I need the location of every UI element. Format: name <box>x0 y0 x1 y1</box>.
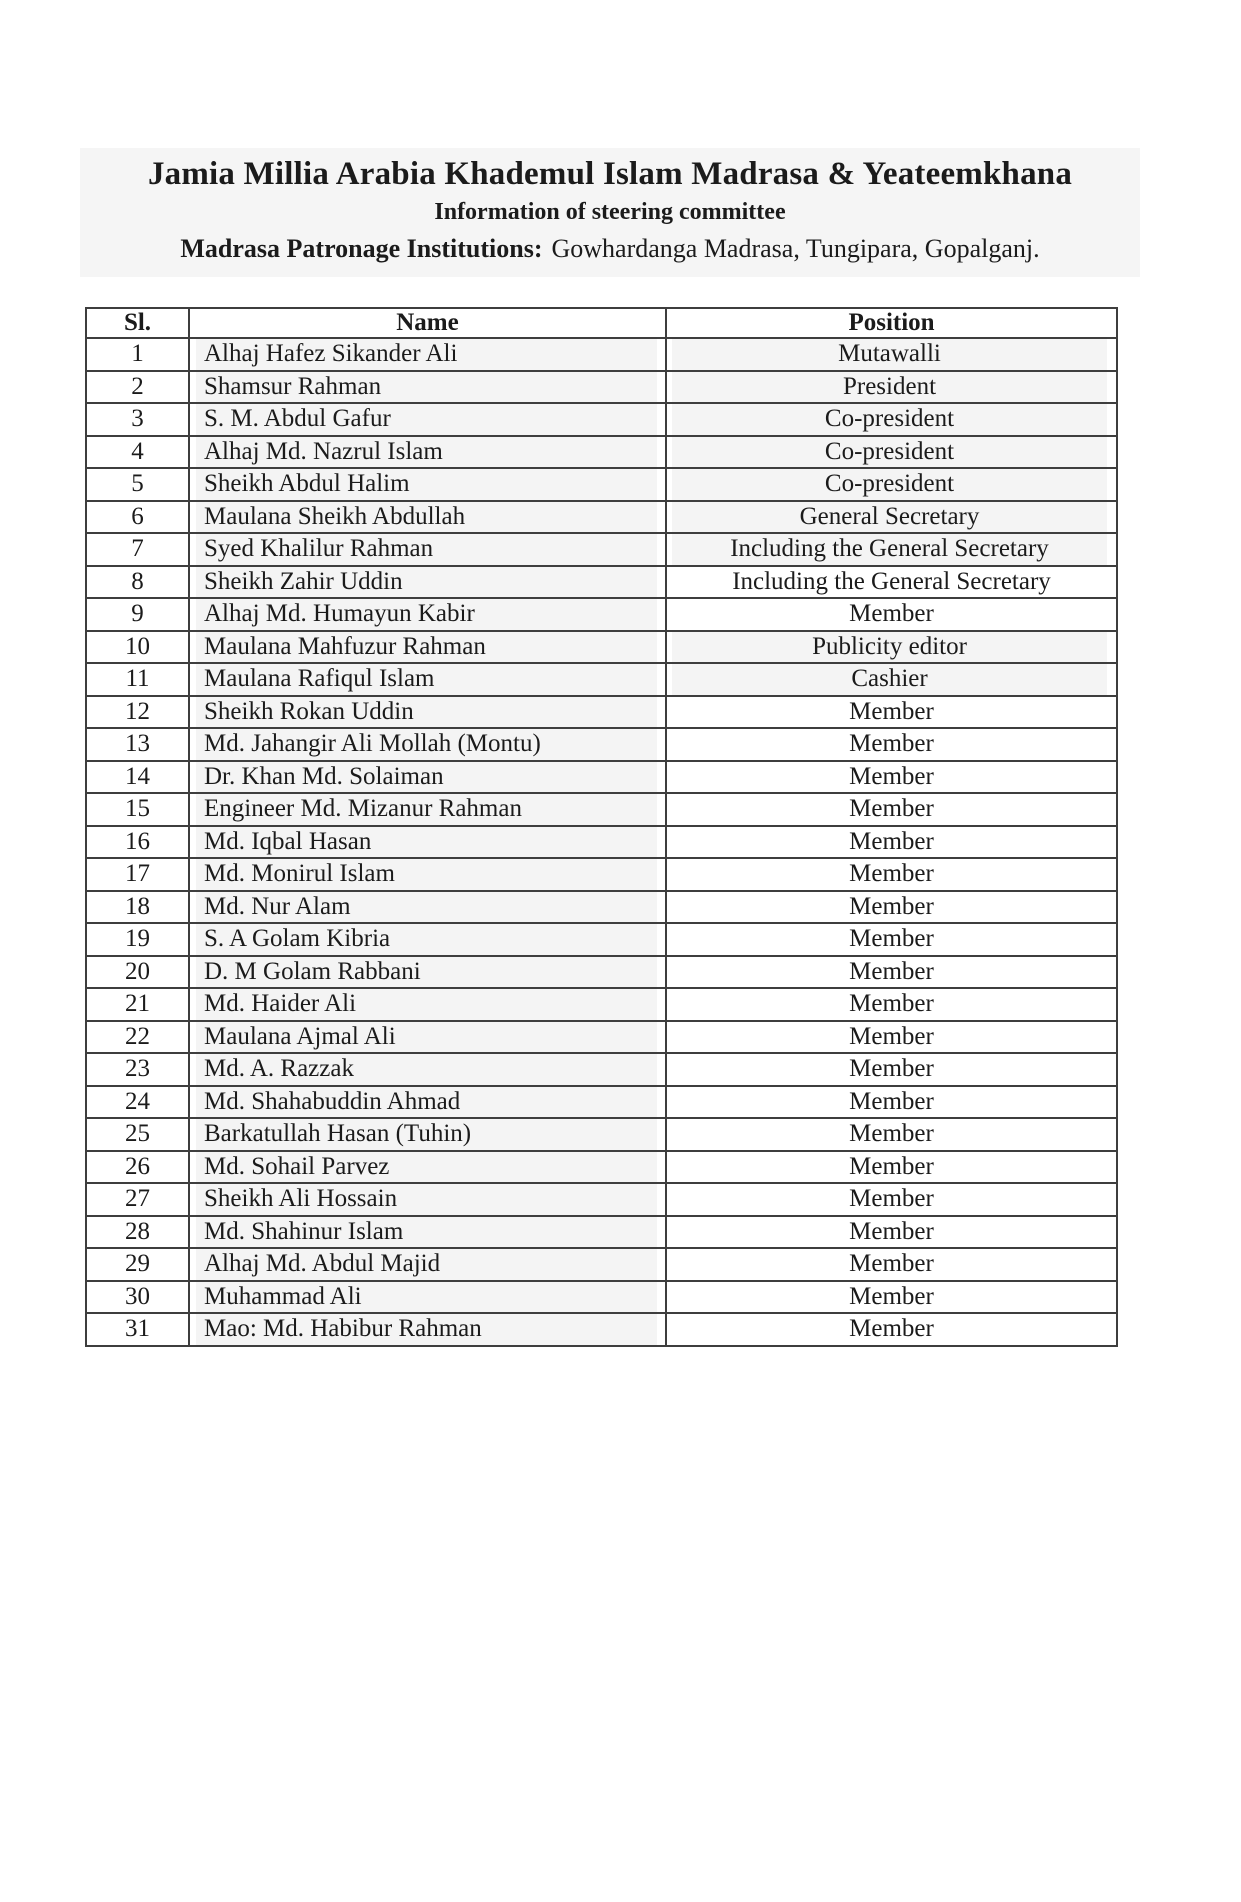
cell-sl: 6 <box>86 501 189 534</box>
cell-position: Member <box>666 1151 1117 1184</box>
committee-table-body <box>86 338 1117 1346</box>
cell-position: Member <box>666 1216 1117 1249</box>
cell-name: Syed Khalilur Rahman <box>189 533 666 566</box>
cell-name: Md. Haider Ali <box>189 988 666 1021</box>
table-row <box>86 468 1117 501</box>
cell-sl: 15 <box>86 793 189 826</box>
cell-name: Maulana Mahfuzur Rahman <box>189 631 666 664</box>
table-row <box>86 533 1117 566</box>
cell-sl: 14 <box>86 761 189 794</box>
table-row <box>86 728 1117 761</box>
cell-sl: 3 <box>86 403 189 436</box>
header-block <box>80 148 1140 277</box>
cell-position: Including the General Secretary <box>666 566 1117 599</box>
cell-sl: 12 <box>86 696 189 729</box>
cell-name: Engineer Md. Mizanur Rahman <box>189 793 666 826</box>
table-row <box>86 858 1117 891</box>
cell-position: Member <box>666 988 1117 1021</box>
table-row <box>86 1216 1117 1249</box>
cell-sl: 20 <box>86 956 189 989</box>
cell-position: Mutawalli <box>666 338 1117 371</box>
patronage-label: Madrasa Patronage Institutions: <box>180 234 543 263</box>
cell-position: Member <box>666 891 1117 924</box>
cell-sl: 23 <box>86 1053 189 1086</box>
table-row <box>86 1086 1117 1119</box>
cell-sl: 4 <box>86 436 189 469</box>
table-row <box>86 371 1117 404</box>
cell-position: Member <box>666 826 1117 859</box>
cell-name: Md. Shahabuddin Ahmad <box>189 1086 666 1119</box>
cell-position: Member <box>666 1118 1117 1151</box>
cell-name: Alhaj Hafez Sikander Ali <box>189 338 666 371</box>
cell-sl: 28 <box>86 1216 189 1249</box>
table-row <box>86 1281 1117 1314</box>
cell-sl: 11 <box>86 663 189 696</box>
cell-name: Maulana Rafiqul Islam <box>189 663 666 696</box>
cell-sl: 5 <box>86 468 189 501</box>
column-header-sl: Sl. <box>86 308 189 338</box>
cell-position: Member <box>666 696 1117 729</box>
cell-position: Member <box>666 761 1117 794</box>
cell-name: S. A Golam Kibria <box>189 923 666 956</box>
column-header-position: Position <box>666 308 1117 338</box>
table-row <box>86 631 1117 664</box>
cell-name: Barkatullah Hasan (Tuhin) <box>189 1118 666 1151</box>
cell-sl: 26 <box>86 1151 189 1184</box>
cell-sl: 30 <box>86 1281 189 1314</box>
cell-name: D. M Golam Rabbani <box>189 956 666 989</box>
column-header-name: Name <box>189 308 666 338</box>
cell-name: Muhammad Ali <box>189 1281 666 1314</box>
patronage-line <box>80 229 1140 268</box>
cell-name: Sheikh Zahir Uddin <box>189 566 666 599</box>
cell-position: General Secretary <box>666 501 1117 534</box>
cell-name: Maulana Sheikh Abdullah <box>189 501 666 534</box>
cell-name: Sheikh Rokan Uddin <box>189 696 666 729</box>
table-row <box>86 793 1117 826</box>
table-row <box>86 663 1117 696</box>
cell-name: Alhaj Md. Humayun Kabir <box>189 598 666 631</box>
table-row <box>86 696 1117 729</box>
cell-name: Alhaj Md. Nazrul Islam <box>189 436 666 469</box>
page-title: Jamia Millia Arabia Khademul Islam Madrasa & Yeateemkhana <box>147 156 1073 192</box>
cell-position: Member <box>666 1086 1117 1119</box>
cell-sl: 21 <box>86 988 189 1021</box>
cell-sl: 10 <box>86 631 189 664</box>
cell-name: Dr. Khan Md. Solaiman <box>189 761 666 794</box>
cell-position: Including the General Secretary <box>666 533 1117 566</box>
patronage-value: Gowhardanga Madrasa, Tungipara, Gopalganj. <box>551 234 1040 263</box>
table-row <box>86 403 1117 436</box>
cell-position: Member <box>666 1183 1117 1216</box>
table-row <box>86 1151 1117 1184</box>
table-header-row <box>86 308 1117 338</box>
cell-position: President <box>666 371 1117 404</box>
cell-sl: 18 <box>86 891 189 924</box>
table-row <box>86 988 1117 1021</box>
cell-position: Member <box>666 1313 1117 1346</box>
cell-name: Md. A. Razzak <box>189 1053 666 1086</box>
cell-position: Member <box>666 1021 1117 1054</box>
cell-name: Md. Sohail Parvez <box>189 1151 666 1184</box>
cell-sl: 13 <box>86 728 189 761</box>
cell-position: Member <box>666 728 1117 761</box>
cell-name: Sheikh Ali Hossain <box>189 1183 666 1216</box>
table-row <box>86 1053 1117 1086</box>
table-row <box>86 761 1117 794</box>
cell-sl: 9 <box>86 598 189 631</box>
cell-position: Member <box>666 793 1117 826</box>
cell-position: Member <box>666 598 1117 631</box>
cell-name: Mao: Md. Habibur Rahman <box>189 1313 666 1346</box>
table-row <box>86 436 1117 469</box>
table-row <box>86 826 1117 859</box>
table-row <box>86 1118 1117 1151</box>
cell-sl: 31 <box>86 1313 189 1346</box>
cell-sl: 2 <box>86 371 189 404</box>
cell-position: Publicity editor <box>666 631 1117 664</box>
cell-position: Co-president <box>666 468 1117 501</box>
cell-position: Cashier <box>666 663 1117 696</box>
cell-sl: 17 <box>86 858 189 891</box>
cell-name: Shamsur Rahman <box>189 371 666 404</box>
table-row <box>86 501 1117 534</box>
cell-sl: 22 <box>86 1021 189 1054</box>
table-row <box>86 566 1117 599</box>
committee-table <box>85 307 1118 1347</box>
cell-name: Md. Shahinur Islam <box>189 1216 666 1249</box>
cell-sl: 1 <box>86 338 189 371</box>
cell-position: Member <box>666 923 1117 956</box>
cell-sl: 25 <box>86 1118 189 1151</box>
table-row <box>86 956 1117 989</box>
cell-sl: 19 <box>86 923 189 956</box>
table-row <box>86 891 1117 924</box>
cell-position: Member <box>666 1053 1117 1086</box>
table-row <box>86 598 1117 631</box>
cell-position: Co-president <box>666 403 1117 436</box>
cell-sl: 29 <box>86 1248 189 1281</box>
cell-name: S. M. Abdul Gafur <box>189 403 666 436</box>
cell-sl: 7 <box>86 533 189 566</box>
cell-position: Member <box>666 956 1117 989</box>
cell-position: Member <box>666 1248 1117 1281</box>
cell-position: Co-president <box>666 436 1117 469</box>
cell-sl: 24 <box>86 1086 189 1119</box>
page-subtitle: Information of steering committee <box>434 199 786 225</box>
table-row <box>86 1021 1117 1054</box>
cell-sl: 16 <box>86 826 189 859</box>
cell-name: Alhaj Md. Abdul Majid <box>189 1248 666 1281</box>
table-row <box>86 1313 1117 1346</box>
cell-name: Md. Iqbal Hasan <box>189 826 666 859</box>
table-row <box>86 923 1117 956</box>
cell-name: Sheikh Abdul Halim <box>189 468 666 501</box>
cell-position: Member <box>666 858 1117 891</box>
cell-sl: 27 <box>86 1183 189 1216</box>
table-row <box>86 1248 1117 1281</box>
cell-name: Md. Jahangir Ali Mollah (Montu) <box>189 728 666 761</box>
table-row <box>86 338 1117 371</box>
cell-position: Member <box>666 1281 1117 1314</box>
cell-name: Md. Monirul Islam <box>189 858 666 891</box>
cell-name: Maulana Ajmal Ali <box>189 1021 666 1054</box>
table-row <box>86 1183 1117 1216</box>
cell-sl: 8 <box>86 566 189 599</box>
cell-name: Md. Nur Alam <box>189 891 666 924</box>
page <box>0 148 1241 1902</box>
